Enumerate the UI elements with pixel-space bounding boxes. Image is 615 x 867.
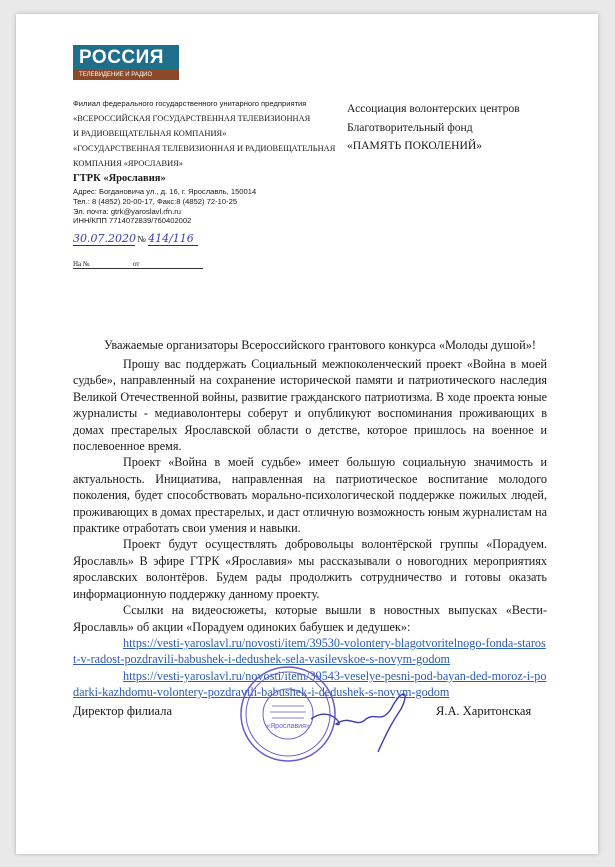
letter-body: [73, 356, 547, 701]
sender-line: «ВСЕРОССИЙСКАЯ ГОСУДАРСТВЕННАЯ ТЕЛЕВИЗИОННАЯ: [73, 114, 311, 123]
recipient-line: «ПАМЯТЬ ПОКОЛЕНИЙ»: [347, 139, 483, 152]
sender-inn: ИНН/КПП 7714072839/760402002: [73, 216, 192, 226]
sender-line: «ГОСУДАРСТВЕННАЯ ТЕЛЕВИЗИОННАЯ И РАДИОВЕЩАТЕЛЬНАЯ: [73, 144, 336, 153]
sender-email: Эл. почта: gtrk@yaroslavl.rfn.ru: [73, 206, 181, 216]
recipient-line: Благотворительный фонд: [347, 120, 473, 134]
number-label: №: [137, 234, 146, 244]
recipient-line: Ассоциация волонтерских центров: [347, 102, 520, 115]
paragraph: Прошу вас поддержать Социальный межпоколенческий проект «Война в моей судьбе», направленный на сохранение исторической памяти и патриотического наследия Великой Отечественной войны, развитие гражданского патриотизма. В ходе проекта юные журналисты - медиаволонтеры соберут и опубликуют воспоминания проживающих в домах престарелых Ярославской области о детстве, которое пришлось на военное и послевоенное время.: [73, 357, 547, 454]
signatory-position: Директор филиала: [73, 704, 173, 718]
handwritten-signature: [306, 674, 416, 754]
sender-block: [73, 96, 335, 187]
reference-number-label: На №: [73, 260, 133, 269]
logo-title: РОССИЯ: [73, 45, 179, 70]
video-link[interactable]: https://vesti-yaroslavl.ru/novosti/item/39543-veselye-pesni-pod-bayan-ded-moroz-i-podarki-kazhdomu-volontery-pozdravili-babushek-i-dedushek-s-novym-godom: [73, 668, 547, 700]
paragraph: Ссылки на видеосюжеты, которые вышли в новостных выпусках «Вести-Ярославль» об акции «Порадуем одиноких бабушек и дедушек»:: [73, 603, 547, 634]
recipient-block: [347, 100, 520, 156]
sender-line: Филиал федерального государственного унитарного предприятия: [73, 99, 307, 108]
registration-line: [73, 232, 198, 246]
svg-text:«Ярославия»: «Ярославия»: [266, 723, 310, 730]
greeting: Уважаемые организаторы Всероссийского грантового конкурса «Молоды душой»!: [104, 338, 536, 352]
reference-line: [73, 260, 203, 269]
registration-number: 414/116: [148, 232, 198, 246]
sender-line: КОМПАНИЯ «ЯРОСЛАВИЯ»: [73, 159, 183, 168]
logo-subtitle: ТЕЛЕВИДЕНИЕ И РАДИО: [73, 70, 179, 80]
sender-short-name: ГТРК «Ярославия»: [73, 173, 166, 184]
sender-contacts: [73, 187, 256, 226]
reference-from-label: от: [133, 260, 203, 269]
russia-tv-logo: [73, 45, 179, 81]
registration-date: 30.07.2020: [73, 232, 136, 245]
sender-address: Адрес: Богдановича ул., д. 16, г. Ярославль, 150014: [73, 187, 257, 196]
signatory-name: Я.А. Харитонская: [436, 704, 532, 718]
letter-page: [16, 14, 598, 854]
paragraph: Проект «Война в моей судьбе» имеет большую социальную значимость и актуальность. Инициатива, направленная на патриотическое воспитание молодого поколения, будет способствовать морально-психологической поддержке пожилых людей, проживающих в домах престарелых, и даст отличную возможность юным журналистам на практике отработать свои умения и навыки.: [73, 455, 547, 536]
sender-phone: Тел.: 8 (4852) 20-00-17, Факс:8 (4852) 72-10-25: [73, 196, 238, 206]
paragraph: Проект будут осуществлять добровольцы волонтёрской группы «Порадуем. Ярославль» В эфире ГТРК «Ярославия» мы рассказывали о новогодних мероприятиях ярославских волонтёров. Будем рады продолжить сотрудничество и готовы оказать информационную поддержку данному проекту.: [73, 537, 547, 601]
sender-line: И РАДИОВЕЩАТЕЛЬНАЯ КОМПАНИЯ»: [73, 129, 227, 138]
video-link[interactable]: https://vesti-yaroslavl.ru/novosti/item/39530-volontery-blagotvoritelnogo-fonda-starost-v-radost-pozdravili-babushek-i-dedushek-sela-vasilevskoe-s-novym-godom: [73, 635, 546, 667]
